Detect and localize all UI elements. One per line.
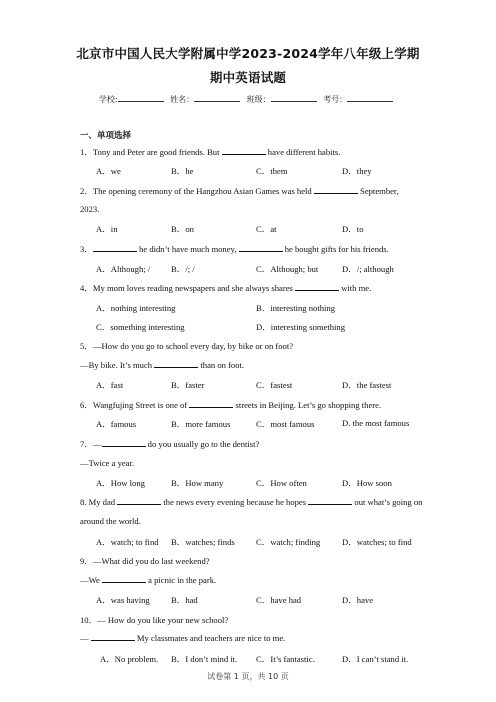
q8-blank-2	[308, 497, 352, 505]
q10-option-c[interactable]: C．It’s fantastic.	[256, 654, 315, 664]
question-7-stem	[80, 438, 259, 450]
question-2-stem-cont: 2023.	[80, 204, 100, 214]
q2-option-a[interactable]: A．in	[96, 224, 118, 234]
q6-option-b[interactable]: B．more famous	[171, 419, 231, 429]
q5-blank	[154, 360, 198, 368]
q1-text-a: 1．Tony and Peter are good friends. But	[80, 147, 222, 157]
question-2-stem	[80, 185, 399, 197]
question-4-options-row2	[96, 321, 426, 333]
section-heading: 一、单项选择	[80, 131, 132, 141]
q5-option-b[interactable]: B．faster	[171, 380, 205, 390]
question-9-options	[96, 594, 426, 606]
q5-text-a: —By bike. It’s much	[80, 360, 155, 370]
q4-text-b: with me.	[339, 283, 372, 293]
q6-option-c[interactable]: C．most famous	[256, 419, 315, 429]
q4-blank	[295, 283, 339, 291]
number-blank[interactable]	[347, 93, 393, 102]
q7-option-b[interactable]: B．How many	[171, 478, 224, 488]
q3-option-d[interactable]: D．/; although	[342, 264, 394, 274]
question-8-stem2: around the world.	[80, 516, 141, 526]
q7-blank	[102, 439, 146, 447]
q6-text-b: streets in Beijing. Let’s go shopping there.	[233, 400, 382, 410]
q2-option-b[interactable]: B．on	[171, 224, 194, 234]
q10-text-b: My classmates and teachers are nice to me.	[134, 633, 286, 643]
question-10-stem: 10．— How do you like your new school?	[80, 615, 229, 625]
q1-option-d[interactable]: D．they	[342, 166, 372, 176]
q4-option-a[interactable]: A．nothing interesting	[96, 303, 176, 313]
q9-option-d[interactable]: D．have	[342, 595, 374, 605]
question-9-stem2	[80, 575, 216, 585]
q6-option-a[interactable]: A．famous	[96, 419, 137, 429]
q6-option-d[interactable]: D. the most famous	[342, 418, 410, 428]
q4-option-d[interactable]: D．interesting something	[256, 322, 346, 332]
q8-text-c: out what’s going on	[352, 497, 423, 507]
q7-text-b: do you usually go to the dentist?	[145, 439, 260, 449]
q7-option-c[interactable]: C．How often	[256, 478, 307, 488]
q2-text-b: September,	[357, 186, 399, 196]
q7-text-a: 7．—	[80, 439, 102, 449]
q3-option-a[interactable]: A．Although; /	[96, 264, 151, 274]
q8-text-a: 8. My dad	[80, 497, 118, 507]
q8-option-d[interactable]: D．watches; to find	[342, 537, 412, 547]
q10-text-a: —	[80, 633, 91, 643]
question-3-options	[96, 263, 426, 275]
q10-blank	[91, 633, 135, 641]
q1-option-b[interactable]: B．he	[171, 166, 194, 176]
question-6-options	[96, 418, 426, 430]
question-5-stem: 5．—How do you go to school every day, by bike or on foot?	[80, 341, 294, 351]
question-7-options	[96, 477, 426, 489]
question-7-stem2: —Twice a year.	[80, 458, 135, 468]
question-6-stem	[80, 399, 381, 411]
q6-blank	[189, 400, 233, 408]
q8-option-b[interactable]: B．watches; finds	[171, 537, 235, 547]
q3-text-b: he didn’t have much money,	[136, 244, 239, 254]
exam-title-line1: 北京市中国人民大学附属中学2023-2024学年八年级上学期	[76, 46, 420, 61]
question-5-stem2	[80, 360, 244, 370]
q9-option-b[interactable]: B．had	[171, 595, 198, 605]
q9-option-c[interactable]: C．have had	[256, 595, 302, 605]
q5-option-a[interactable]: A．fast	[96, 380, 124, 390]
q10-option-b[interactable]: B．I don’t mind it.	[171, 654, 238, 664]
question-4-stem	[80, 282, 371, 294]
number-label: 考号：	[323, 95, 348, 104]
question-2-options	[96, 223, 426, 235]
q3-blank-1	[93, 244, 137, 252]
exam-title-line2: 期中英语试题	[209, 70, 287, 85]
question-9-stem: 9．—What did you do last weekend?	[80, 556, 210, 566]
q10-option-a[interactable]: A．No problem.	[100, 654, 159, 664]
q1-text-b: have different habits.	[265, 147, 341, 157]
q3-option-b[interactable]: B．/; /	[171, 264, 195, 274]
question-8-stem	[80, 497, 422, 507]
q4-option-b[interactable]: B．interesting nothing	[256, 303, 336, 313]
question-4-options-row1	[96, 302, 426, 314]
q3-option-c[interactable]: C．Although; but	[256, 264, 319, 274]
q7-option-a[interactable]: A．How long	[96, 478, 145, 488]
q4-option-c[interactable]: C．something interesting	[96, 322, 185, 332]
q1-blank	[222, 147, 266, 155]
name-label: 姓名：	[170, 95, 195, 104]
question-10-stem2	[80, 633, 285, 643]
q3-text-a: 3．	[80, 244, 93, 254]
q1-option-c[interactable]: C．them	[256, 166, 288, 176]
q2-text-a: 2．The opening ceremony of the Hangzhou Asian Games was held	[80, 186, 314, 196]
page-footer: 试卷第 1 页，共 10 页	[207, 672, 289, 681]
q8-text-b: the news every evening because he hopes	[161, 497, 309, 507]
q8-blank-1	[117, 497, 161, 505]
school-label: 学校:	[98, 95, 118, 104]
question-1-options	[96, 165, 426, 177]
q9-text-b: a picnic in the park.	[145, 575, 217, 585]
q2-option-c[interactable]: C．at	[256, 224, 277, 234]
question-10-options	[100, 653, 430, 665]
q5-text-b: than on foot.	[198, 360, 245, 370]
q4-text-a: 4．My mom loves reading newspapers and she always shares	[80, 283, 296, 293]
q10-option-d[interactable]: D．I can’t stand it.	[342, 654, 409, 664]
q9-option-a[interactable]: A．was having	[96, 595, 150, 605]
class-blank[interactable]	[271, 93, 317, 102]
question-3-stem	[80, 243, 389, 255]
q2-option-d[interactable]: D．to	[342, 224, 364, 234]
q5-option-c[interactable]: C．fastest	[256, 380, 293, 390]
student-info-row	[0, 93, 496, 105]
class-label: 班级：	[246, 95, 271, 104]
school-blank[interactable]	[118, 93, 164, 102]
q3-text-c: he bought gifts for his friends.	[282, 244, 389, 254]
q9-blank	[102, 575, 146, 583]
name-blank[interactable]	[194, 93, 240, 102]
question-5-options	[96, 379, 426, 391]
q8-option-c[interactable]: C．watch; finding	[256, 537, 321, 547]
question-8-options	[96, 536, 426, 548]
q8-option-a[interactable]: A．watch; to find	[96, 537, 159, 547]
q2-blank	[314, 186, 358, 194]
question-1-stem	[80, 146, 340, 158]
q6-text-a: 6．Wangfujing Street is one of	[80, 400, 190, 410]
q3-blank-2	[239, 244, 283, 252]
q9-text-a: —We	[80, 575, 102, 585]
q5-option-d[interactable]: D．the fastest	[342, 380, 392, 390]
q1-option-a[interactable]: A．we	[96, 166, 121, 176]
q7-option-d[interactable]: D．How soon	[342, 478, 392, 488]
